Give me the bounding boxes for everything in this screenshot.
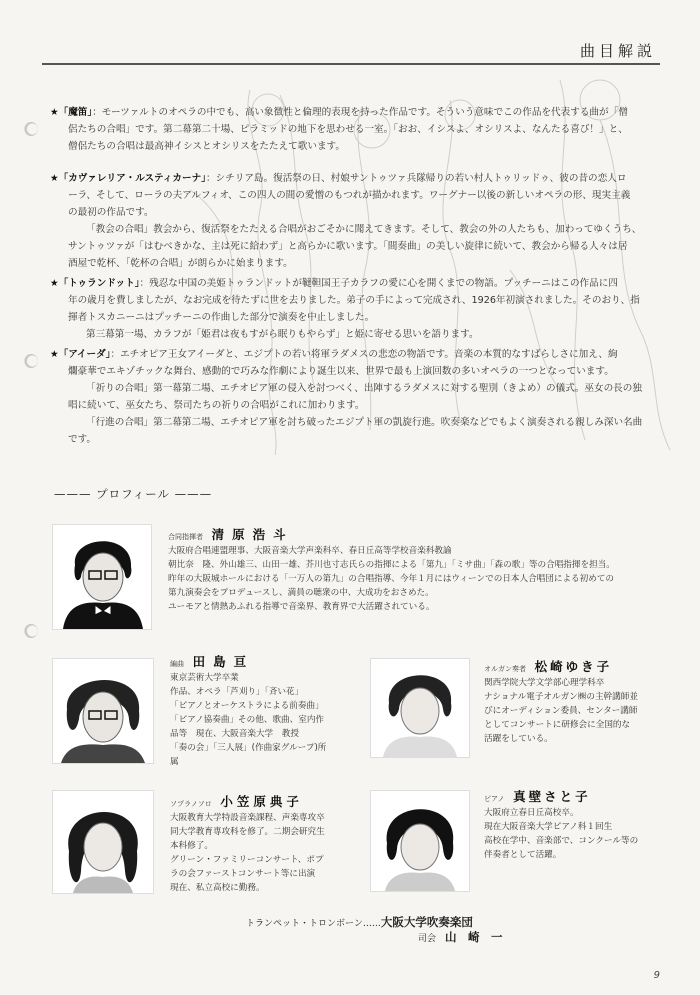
page-number: 9: [653, 970, 660, 981]
arranger-photo: [52, 658, 154, 764]
section-text: 揮者トスカニーニはプッチーニの作曲した部分で演奏を中止しました。: [68, 312, 375, 323]
person-bio-line: 「奏の会」「三人展」(作曲家グループ)所: [170, 743, 327, 753]
credit-org: 大阪大学吹奏楽団: [380, 915, 473, 929]
person-bio-line: 昨年の大阪城ホールにおける「一万人の第九」の合唱指導、今年１月にはウィーンでの日本人合唱団による初めての: [168, 574, 615, 584]
section-text: 「祈りの合唱」第一幕第二場、エチオピア軍の侵入を討つべく、出陣するラダメスに対する聖別（きよめ）の儀式。巫女の長の独: [86, 383, 642, 394]
person-bio-line: 朝比奈 隆、外山雄三、山田一雄、芥川也寸志氏らの指揮による「第九」「ミサ曲」「森の歌」等の合唱指揮を担当。: [168, 560, 615, 570]
section-text: の最初の作品です。: [68, 207, 154, 218]
credit-name: 山 崎 一: [445, 930, 503, 944]
section-text: ：残忍な中国の美姫トゥランドットが韃靼国王子カラフの愛に心を開くまでの物語。プッチーニはこの作品に四: [139, 278, 618, 289]
person-bio-line: ラの会ファーストコンサート等に出演: [170, 869, 316, 879]
person-bio-line: 第九演奏会をプロデュースし、満員の聴衆の中、大成功をおさめた。: [168, 588, 434, 598]
profile-soprano: [170, 795, 360, 895]
person-name: 清原浩斗: [211, 527, 294, 542]
person-bio-line: 活躍をしている。: [484, 734, 553, 744]
person-bio-line: 東京芸術大学卒業: [170, 673, 239, 683]
person-role: オルガン奏者: [484, 665, 526, 673]
profile-pianist: [484, 790, 674, 862]
section-title: ★「トゥランドット」: [50, 278, 140, 289]
portrait-icon: [53, 791, 153, 893]
section-title: ★「カヴァレリア・ルスティカーナ」: [50, 173, 206, 184]
section-text: ：モーツァルトのオペラの中でも、高い象徴性と倫理的表現を持った作品です。そういう意味でこの作品を代表する曲が「僧: [92, 107, 628, 118]
profile-heading-text: プロフィール: [96, 487, 171, 501]
binder-hole: [24, 122, 38, 136]
person-bio-line: 属: [170, 757, 179, 767]
person-bio-line: 伴奏者として活躍。: [484, 850, 562, 860]
section-text: 酒屋で乾杯、「乾杯の合唱」が朗らかに始まります。: [68, 258, 293, 269]
profile-arranger: [170, 655, 350, 769]
portrait-icon: [371, 791, 469, 891]
person-bio-line: 高校在学中、音楽部で、コンクール等の: [484, 836, 639, 846]
organist-photo: [370, 658, 470, 758]
person-bio-line: 同大学教育専攻科を修了。二期会研究生: [170, 827, 325, 837]
pianist-photo: [370, 790, 470, 892]
person-bio-line: 大阪教育大学特設音楽課程、声楽専攻卒: [170, 813, 325, 823]
person-bio-line: 作品、オペラ「芦刈り」「斉い花」: [170, 687, 304, 697]
person-bio-line: ナショナル電子オルガン㈱の主幹講師並: [484, 692, 638, 702]
person-bio-line: 「ピアノ協奏曲」その他、歌曲、室内作: [170, 715, 325, 725]
credit-label: トランペット・トロンボーン……: [246, 919, 381, 929]
credit-mc: [418, 929, 503, 945]
section-turandot: [50, 275, 650, 343]
section-madeki: [50, 104, 650, 155]
person-name: 松崎ゆき子: [534, 659, 613, 674]
portrait-icon: [371, 659, 469, 757]
section-cavalleria: [50, 170, 650, 272]
person-bio-line: びにオーディション委員、センター講師: [484, 706, 638, 716]
binder-hole: [24, 354, 38, 368]
person-name: 真壁さと子: [513, 789, 591, 804]
person-role: ソプラノソロ: [170, 800, 212, 808]
person-bio-line: 「ピアノとオーケストラによる前奏曲」: [170, 701, 324, 711]
section-text: 僧侶たちの合唱は最高神イシスとオシリスをたたえて歌います。: [68, 141, 345, 152]
credit-label: 司会: [418, 934, 437, 944]
person-bio-line: としてコンサートに研修会に全国的な: [484, 720, 631, 730]
section-text: 第三幕第一場、カラフが「姫君は夜もすがら眠りもやらず」と姫に寄せる思いを語ります。: [86, 329, 479, 340]
person-role: 合同指揮者: [168, 533, 203, 541]
profile-heading: ——— プロフィール ———: [54, 487, 213, 501]
person-bio-line: 大阪府立春日丘高校卒。: [484, 808, 579, 818]
person-bio-line: 現在大阪音楽大学ピアノ科１回生: [484, 822, 613, 832]
section-text: 爛豪華でエキゾチックな舞台、感動的で巧みな作劇により誕生以来、世界で最も上演回数の多いオペラの一つとなっています。: [68, 366, 614, 377]
header-rule: [42, 63, 660, 65]
section-title: ★「アイーダ」: [50, 349, 111, 360]
section-text: 侶たちの合唱」です。第二幕第二十場、ピラミッドの地下を思わせる一室。「おお、イシスよ、オシリスよ、なんたる喜び！」と、: [68, 124, 628, 135]
credit-trumpet: [246, 914, 473, 930]
person-name: 田島亘: [192, 654, 255, 669]
soprano-photo: [52, 790, 154, 894]
section-text: です。: [68, 434, 97, 445]
section-title: ★「魔笛」: [50, 107, 93, 118]
person-bio-line: 品等 現在、大阪音楽大学 教授: [170, 729, 299, 739]
person-bio-line: 本科修了。: [170, 841, 213, 851]
binder-hole: [24, 624, 38, 638]
portrait-icon: [53, 659, 153, 763]
person-bio-line: ユーモアと情熱あふれる指導で音楽界、教育界で大活躍されている。: [168, 602, 435, 612]
section-text: ：エチオピア王女アイーダと、エジプトの若い将軍ラダメスの悲恋の物語です。音楽の本質的なすばらしさに加え、絢: [110, 349, 618, 360]
section-text: 「教会の合唱」教会から、復活祭をたたえる合唱がおごそかに聞えてきます。そして、教会の外の人たちも、加わってゆくうち、: [86, 224, 642, 235]
conductor-photo: [52, 524, 152, 630]
person-role: 編曲: [170, 660, 184, 668]
section-text: 唱に続いて、巫女たち、祭司たちの祈りの合唱がこれに加わります。: [68, 400, 365, 411]
person-name: 小笠原典子: [220, 794, 303, 809]
section-text: ：シチリア島。復活祭の日、村娘サントゥツァ兵隊帰りの若い村人トゥリッドゥ、彼の昔の恋人ロ: [205, 173, 627, 184]
section-text: 「行進の合唱」第二幕第二場、エチオピア軍を討ち破ったエジプト軍の凱旋行進。吹奏楽などでもよく演奏される親しみ深い名曲: [86, 417, 643, 428]
page-header-title: 曲目解説: [579, 42, 656, 60]
person-bio-line: グリーン・ファミリーコンサート、ポプ: [170, 855, 324, 865]
person-bio-line: 現在、私立高校に勤務。: [170, 883, 265, 893]
profile-organist: [484, 660, 664, 746]
person-role: ピアノ: [484, 795, 505, 803]
section-text: サントゥツァが「はむべきかな、主は死に給わず」と高らかに歌います。「間奏曲」の美しい旋律に続いて、教会から帰る人々は居: [68, 241, 628, 252]
section-text: 年の歳月を費しましたが、なお完成を待たずに世を去りました。弟子の手によって完成され、1926年初演されました。そのおり、指: [68, 295, 640, 306]
person-bio-line: 大阪府合唱連盟理事、大阪音楽大学声楽科卒、春日丘高等学校音楽科教諭: [168, 546, 452, 556]
portrait-icon: [53, 525, 151, 629]
section-text: ーラ、そして、ローラの夫アルフィオ、この四人の間の愛憎のもつれが描かれます。ワーグナー以後の新しいオペラの形、現実主義: [68, 190, 631, 201]
section-aida: [50, 346, 650, 448]
profile-conductor: [168, 528, 668, 614]
person-bio-line: 関西学院大学文学部心理学科卒: [484, 678, 605, 688]
